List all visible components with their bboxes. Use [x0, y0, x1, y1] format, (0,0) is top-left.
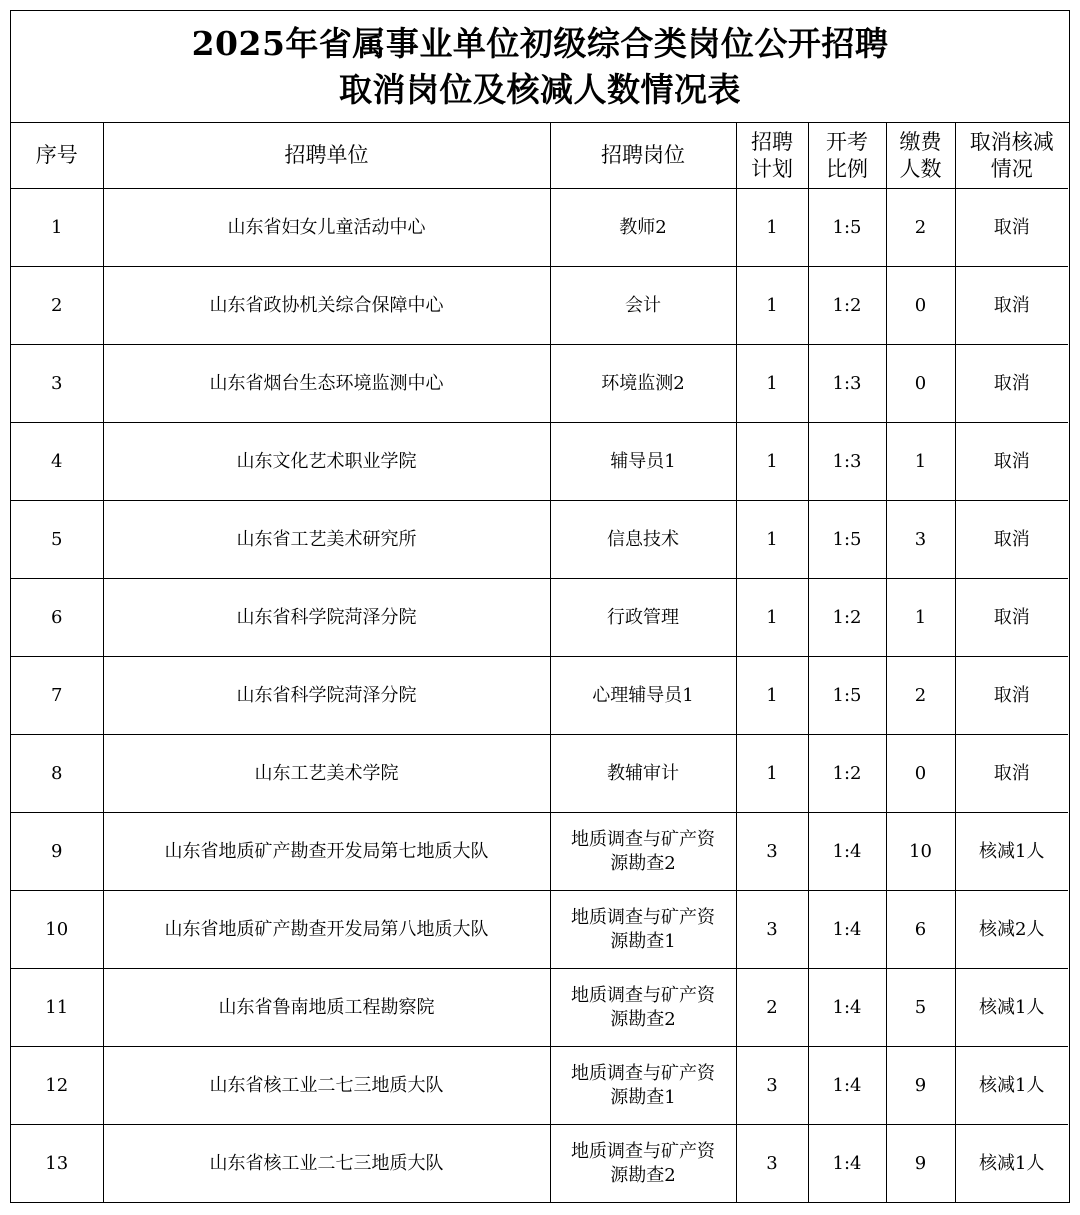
- table-row: [11, 189, 1068, 267]
- cell-post: 教辅审计: [550, 735, 736, 813]
- cell-plan: 1: [736, 579, 808, 657]
- cell-ratio: 1:2: [808, 267, 886, 345]
- document-sheet: [10, 10, 1070, 1203]
- cell-post: 地质调查与矿产资源勘查1: [550, 891, 736, 969]
- table-row: [11, 501, 1068, 579]
- cell-paid: 5: [886, 969, 955, 1047]
- cell-paid: 2: [886, 189, 955, 267]
- cell-post: 行政管理: [550, 579, 736, 657]
- cell-seq: 4: [11, 423, 103, 501]
- cell-seq: 5: [11, 501, 103, 579]
- cell-post: 地质调查与矿产资源勘查2: [550, 813, 736, 891]
- cell-ratio: 1:4: [808, 1125, 886, 1203]
- table-row: [11, 345, 1068, 423]
- cell-post: 信息技术: [550, 501, 736, 579]
- recruitment-table: [11, 123, 1068, 1202]
- cell-status: 取消: [955, 657, 1068, 735]
- cell-unit: 山东省核工业二七三地质大队: [103, 1047, 550, 1125]
- cell-plan: 2: [736, 969, 808, 1047]
- cell-status: 取消: [955, 579, 1068, 657]
- cell-unit: 山东省政协机关综合保障中心: [103, 267, 550, 345]
- cell-post: 环境监测2: [550, 345, 736, 423]
- table-row: [11, 813, 1068, 891]
- cell-post: 辅导员1: [550, 423, 736, 501]
- cell-paid: 1: [886, 579, 955, 657]
- table-row: [11, 423, 1068, 501]
- cell-paid: 0: [886, 267, 955, 345]
- cell-plan: 3: [736, 813, 808, 891]
- cell-ratio: 1:2: [808, 735, 886, 813]
- table-row: [11, 267, 1068, 345]
- table-row: [11, 579, 1068, 657]
- cell-seq: 7: [11, 657, 103, 735]
- cell-unit: 山东文化艺术职业学院: [103, 423, 550, 501]
- table-body: [11, 189, 1068, 1203]
- cell-ratio: 1:5: [808, 189, 886, 267]
- cell-ratio: 1:5: [808, 501, 886, 579]
- cell-paid: 0: [886, 345, 955, 423]
- cell-unit: 山东省妇女儿童活动中心: [103, 189, 550, 267]
- cell-unit: 山东省地质矿产勘查开发局第七地质大队: [103, 813, 550, 891]
- cell-seq: 6: [11, 579, 103, 657]
- cell-ratio: 1:3: [808, 423, 886, 501]
- cell-ratio: 1:4: [808, 891, 886, 969]
- cell-seq: 10: [11, 891, 103, 969]
- table-row: [11, 657, 1068, 735]
- table-row: [11, 1047, 1068, 1125]
- cell-unit: 山东省科学院菏泽分院: [103, 657, 550, 735]
- cell-ratio: 1:4: [808, 969, 886, 1047]
- cell-ratio: 1:3: [808, 345, 886, 423]
- cell-post: 会计: [550, 267, 736, 345]
- cell-unit: 山东省地质矿产勘查开发局第八地质大队: [103, 891, 550, 969]
- cell-paid: 1: [886, 423, 955, 501]
- cell-plan: 1: [736, 267, 808, 345]
- cell-unit: 山东省工艺美术研究所: [103, 501, 550, 579]
- title-line-2: 取消岗位及核减人数情况表: [339, 69, 741, 109]
- cell-seq: 8: [11, 735, 103, 813]
- cell-unit: 山东省鲁南地质工程勘察院: [103, 969, 550, 1047]
- cell-seq: 1: [11, 189, 103, 267]
- cell-paid: 9: [886, 1125, 955, 1203]
- cell-status: 核减2人: [955, 891, 1068, 969]
- table-row: [11, 891, 1068, 969]
- cell-post: 教师2: [550, 189, 736, 267]
- cell-status: 取消: [955, 267, 1068, 345]
- header-plan: 招聘 计划: [736, 123, 808, 189]
- cell-plan: 1: [736, 423, 808, 501]
- cell-post: 地质调查与矿产资源勘查1: [550, 1047, 736, 1125]
- header-ratio: 开考 比例: [808, 123, 886, 189]
- table-row: [11, 1125, 1068, 1203]
- table-row: [11, 735, 1068, 813]
- cell-ratio: 1:5: [808, 657, 886, 735]
- cell-plan: 1: [736, 345, 808, 423]
- cell-plan: 1: [736, 657, 808, 735]
- cell-unit: 山东工艺美术学院: [103, 735, 550, 813]
- cell-paid: 3: [886, 501, 955, 579]
- cell-status: 核减1人: [955, 969, 1068, 1047]
- cell-status: 核减1人: [955, 813, 1068, 891]
- cell-paid: 2: [886, 657, 955, 735]
- cell-status: 取消: [955, 735, 1068, 813]
- cell-post: 地质调查与矿产资源勘查2: [550, 1125, 736, 1203]
- cell-seq: 3: [11, 345, 103, 423]
- header-seq: 序号: [11, 123, 103, 189]
- cell-paid: 0: [886, 735, 955, 813]
- cell-plan: 3: [736, 1125, 808, 1203]
- cell-status: 核减1人: [955, 1047, 1068, 1125]
- cell-post: 地质调查与矿产资源勘查2: [550, 969, 736, 1047]
- cell-unit: 山东省核工业二七三地质大队: [103, 1125, 550, 1203]
- cell-paid: 10: [886, 813, 955, 891]
- cell-unit: 山东省烟台生态环境监测中心: [103, 345, 550, 423]
- table-row: [11, 969, 1068, 1047]
- cell-status: 取消: [955, 501, 1068, 579]
- cell-seq: 2: [11, 267, 103, 345]
- cell-ratio: 1:2: [808, 579, 886, 657]
- cell-unit: 山东省科学院菏泽分院: [103, 579, 550, 657]
- cell-ratio: 1:4: [808, 813, 886, 891]
- cell-post: 心理辅导员1: [550, 657, 736, 735]
- cell-paid: 9: [886, 1047, 955, 1125]
- header-unit: 招聘单位: [103, 123, 550, 189]
- table-header-row: [11, 123, 1068, 189]
- cell-plan: 1: [736, 735, 808, 813]
- cell-plan: 3: [736, 1047, 808, 1125]
- cell-status: 取消: [955, 345, 1068, 423]
- cell-seq: 11: [11, 969, 103, 1047]
- cell-paid: 6: [886, 891, 955, 969]
- header-status: 取消核减 情况: [955, 123, 1068, 189]
- title-line-1: 2025年省属事业单位初级综合类岗位公开招聘: [191, 23, 889, 63]
- cell-plan: 1: [736, 501, 808, 579]
- cell-seq: 13: [11, 1125, 103, 1203]
- cell-seq: 12: [11, 1047, 103, 1125]
- cell-status: 取消: [955, 189, 1068, 267]
- cell-plan: 3: [736, 891, 808, 969]
- document-title: [11, 11, 1069, 123]
- cell-plan: 1: [736, 189, 808, 267]
- cell-seq: 9: [11, 813, 103, 891]
- cell-status: 取消: [955, 423, 1068, 501]
- cell-ratio: 1:4: [808, 1047, 886, 1125]
- cell-status: 核减1人: [955, 1125, 1068, 1203]
- header-post: 招聘岗位: [550, 123, 736, 189]
- header-paid: 缴费 人数: [886, 123, 955, 189]
